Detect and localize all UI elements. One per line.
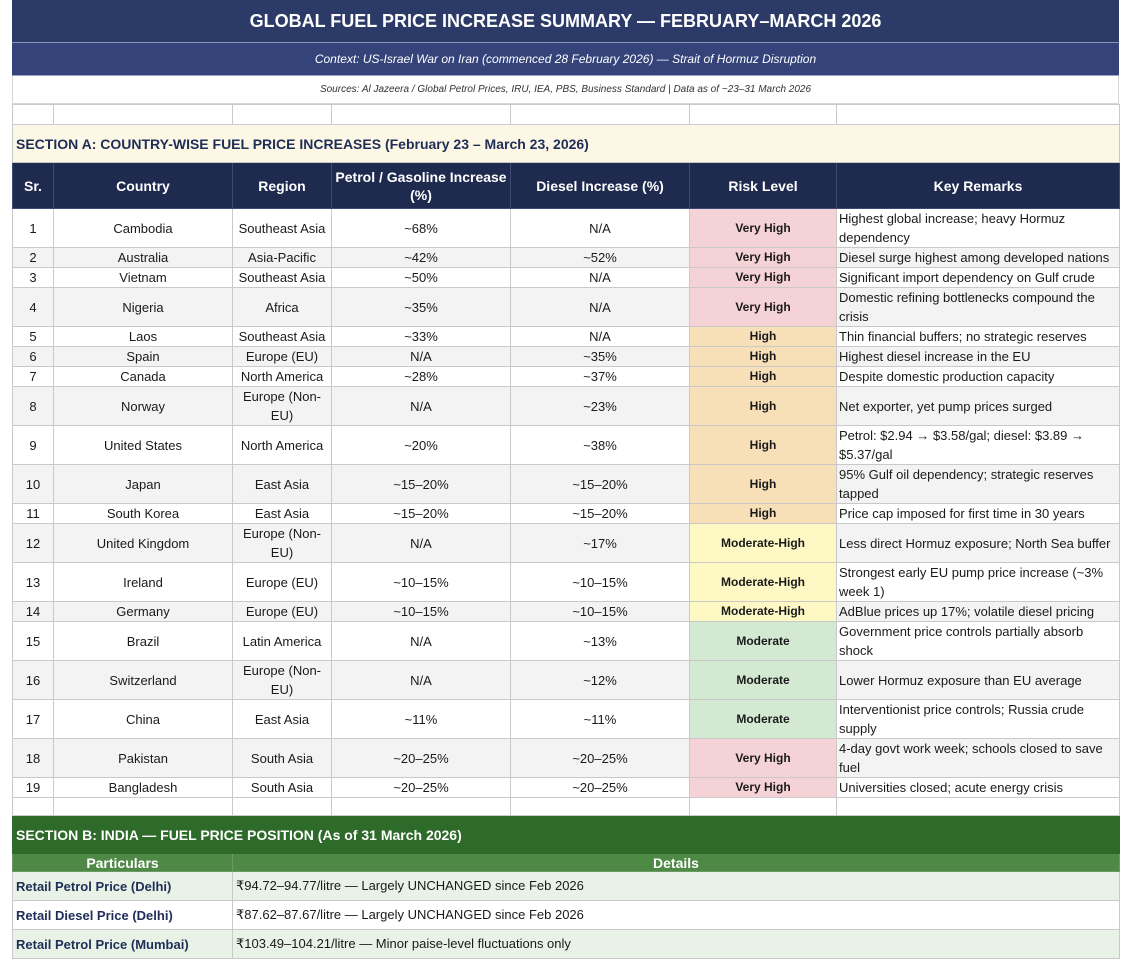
- country-cell[interactable]: China: [54, 700, 233, 739]
- blank-row: [13, 798, 1120, 816]
- petrol-cell[interactable]: ~20–25%: [332, 739, 511, 778]
- region-cell[interactable]: South Asia: [233, 778, 332, 798]
- remarks-cell[interactable]: AdBlue prices up 17%; volatile diesel pricing: [837, 602, 1120, 622]
- risk-level-cell[interactable]: High: [690, 367, 837, 387]
- petrol-cell[interactable]: N/A: [332, 622, 511, 661]
- table-row: [13, 563, 1120, 602]
- region-cell[interactable]: Europe (Non-EU): [233, 661, 332, 700]
- petrol-cell[interactable]: ~68%: [332, 209, 511, 248]
- country-cell[interactable]: United Kingdom: [54, 524, 233, 563]
- report-title: GLOBAL FUEL PRICE INCREASE SUMMARY — FEBRUARY–MARCH 2026: [12, 0, 1119, 43]
- petrol-cell[interactable]: ~20–25%: [332, 778, 511, 798]
- remarks-cell[interactable]: Lower Hormuz exposure than EU average: [837, 661, 1120, 700]
- petrol-cell[interactable]: ~28%: [332, 367, 511, 387]
- empty-cell[interactable]: [511, 105, 690, 125]
- country-cell[interactable]: Norway: [54, 387, 233, 426]
- remarks-cell[interactable]: Despite domestic production capacity: [837, 367, 1120, 387]
- sr-cell[interactable]: 16: [13, 661, 54, 700]
- country-cell[interactable]: Ireland: [54, 563, 233, 602]
- remarks-cell[interactable]: Thin financial buffers; no strategic reserves: [837, 327, 1120, 347]
- header-particulars[interactable]: Particulars: [13, 854, 233, 872]
- petrol-cell[interactable]: ~50%: [332, 268, 511, 288]
- empty-cell[interactable]: [690, 798, 837, 816]
- risk-level-cell[interactable]: Very High: [690, 248, 837, 268]
- region-cell[interactable]: Southeast Asia: [233, 327, 332, 347]
- empty-cell[interactable]: [332, 798, 511, 816]
- risk-level-cell[interactable]: Very High: [690, 778, 837, 798]
- region-cell[interactable]: Southeast Asia: [233, 268, 332, 288]
- region-cell[interactable]: Europe (EU): [233, 347, 332, 367]
- sr-cell[interactable]: 15: [13, 622, 54, 661]
- risk-level-cell[interactable]: High: [690, 504, 837, 524]
- country-cell[interactable]: Switzerland: [54, 661, 233, 700]
- country-cell[interactable]: Cambodia: [54, 209, 233, 248]
- diesel-cell[interactable]: ~35%: [511, 347, 690, 367]
- petrol-cell[interactable]: ~11%: [332, 700, 511, 739]
- diesel-cell[interactable]: ~15–20%: [511, 504, 690, 524]
- header-diesel[interactable]: Diesel Increase (%): [511, 163, 690, 209]
- remarks-cell[interactable]: Price cap imposed for first time in 30 years: [837, 504, 1120, 524]
- remarks-cell[interactable]: 4-day govt work week; schools closed to save fuel: [837, 739, 1120, 778]
- diesel-cell[interactable]: N/A: [511, 268, 690, 288]
- risk-level-cell[interactable]: Moderate: [690, 622, 837, 661]
- blank-row: [13, 105, 1120, 125]
- sr-cell[interactable]: 19: [13, 778, 54, 798]
- table-row: [13, 347, 1120, 367]
- country-cell[interactable]: Canada: [54, 367, 233, 387]
- risk-level-cell[interactable]: Very High: [690, 268, 837, 288]
- diesel-cell[interactable]: ~20–25%: [511, 739, 690, 778]
- country-cell[interactable]: Spain: [54, 347, 233, 367]
- region-cell[interactable]: Europe (EU): [233, 602, 332, 622]
- diesel-cell[interactable]: ~17%: [511, 524, 690, 563]
- region-cell[interactable]: Africa: [233, 288, 332, 327]
- empty-cell[interactable]: [13, 105, 54, 125]
- diesel-cell[interactable]: ~15–20%: [511, 465, 690, 504]
- section-b-table: [12, 816, 1120, 959]
- sr-cell[interactable]: 10: [13, 465, 54, 504]
- diesel-cell[interactable]: N/A: [511, 327, 690, 347]
- empty-cell[interactable]: [837, 105, 1120, 125]
- risk-level-cell[interactable]: Moderate-High: [690, 602, 837, 622]
- empty-cell[interactable]: [511, 798, 690, 816]
- region-cell[interactable]: Southeast Asia: [233, 209, 332, 248]
- remarks-cell[interactable]: Domestic refining bottlenecks compound the crisis: [837, 288, 1120, 327]
- particular-cell[interactable]: Retail Diesel Price (Delhi): [13, 901, 233, 930]
- risk-level-cell[interactable]: Moderate-High: [690, 563, 837, 602]
- header-petrol[interactable]: Petrol / Gasoline Increase (%): [332, 163, 511, 209]
- remarks-cell[interactable]: Less direct Hormuz exposure; North Sea buffer: [837, 524, 1120, 563]
- remarks-cell[interactable]: Interventionist price controls; Russia crude supply: [837, 700, 1120, 739]
- petrol-cell[interactable]: N/A: [332, 347, 511, 367]
- petrol-cell[interactable]: ~15–20%: [332, 504, 511, 524]
- empty-cell[interactable]: [13, 798, 54, 816]
- remarks-cell[interactable]: Net exporter, yet pump prices surged: [837, 387, 1120, 426]
- country-cell[interactable]: Germany: [54, 602, 233, 622]
- risk-level-cell[interactable]: High: [690, 327, 837, 347]
- petrol-cell[interactable]: ~10–15%: [332, 602, 511, 622]
- context-line: Context: US-Israel War on Iran (commenced 28 February 2026) — Strait of Hormuz Disruption: [12, 43, 1119, 76]
- sr-cell[interactable]: 13: [13, 563, 54, 602]
- diesel-cell[interactable]: ~23%: [511, 387, 690, 426]
- diesel-cell[interactable]: ~52%: [511, 248, 690, 268]
- country-cell[interactable]: Laos: [54, 327, 233, 347]
- table-row: [13, 367, 1120, 387]
- country-cell[interactable]: Brazil: [54, 622, 233, 661]
- remarks-cell[interactable]: Highest diesel increase in the EU: [837, 347, 1120, 367]
- particular-cell[interactable]: Retail Petrol Price (Mumbai): [13, 930, 233, 959]
- region-cell[interactable]: North America: [233, 367, 332, 387]
- table-row: [13, 622, 1120, 661]
- diesel-cell[interactable]: N/A: [511, 288, 690, 327]
- risk-level-cell[interactable]: Moderate-High: [690, 524, 837, 563]
- table-row: [13, 602, 1120, 622]
- diesel-cell[interactable]: ~11%: [511, 700, 690, 739]
- table-row: [13, 288, 1120, 327]
- region-cell[interactable]: East Asia: [233, 504, 332, 524]
- country-cell[interactable]: Vietnam: [54, 268, 233, 288]
- region-cell[interactable]: South Asia: [233, 739, 332, 778]
- region-cell[interactable]: North America: [233, 426, 332, 465]
- empty-cell[interactable]: [690, 105, 837, 125]
- petrol-cell[interactable]: ~35%: [332, 288, 511, 327]
- petrol-cell[interactable]: ~10–15%: [332, 563, 511, 602]
- sr-cell[interactable]: 4: [13, 288, 54, 327]
- diesel-cell[interactable]: ~12%: [511, 661, 690, 700]
- diesel-cell[interactable]: N/A: [511, 209, 690, 248]
- sr-cell[interactable]: 14: [13, 602, 54, 622]
- sr-cell[interactable]: 2: [13, 248, 54, 268]
- section-b-title[interactable]: SECTION B: INDIA — FUEL PRICE POSITION (As of 31 March 2026): [13, 817, 1120, 854]
- sr-cell[interactable]: 12: [13, 524, 54, 563]
- petrol-cell[interactable]: ~42%: [332, 248, 511, 268]
- table-row: [13, 524, 1120, 563]
- risk-level-cell[interactable]: Very High: [690, 288, 837, 327]
- sr-cell[interactable]: 1: [13, 209, 54, 248]
- header-region[interactable]: Region: [233, 163, 332, 209]
- section-a-header-row: [13, 163, 1120, 209]
- section-a-title[interactable]: SECTION A: COUNTRY-WISE FUEL PRICE INCREASES (February 23 – March 23, 2026): [13, 125, 1120, 163]
- details-cell[interactable]: ₹87.62–87.67/litre — Largely UNCHANGED since Feb 2026: [233, 901, 1120, 930]
- sr-cell[interactable]: 5: [13, 327, 54, 347]
- risk-level-cell[interactable]: High: [690, 465, 837, 504]
- table-row: [13, 209, 1120, 248]
- diesel-cell[interactable]: ~37%: [511, 367, 690, 387]
- sr-cell[interactable]: 9: [13, 426, 54, 465]
- table-row: [13, 387, 1120, 426]
- risk-level-cell[interactable]: Moderate: [690, 700, 837, 739]
- table-row: [13, 426, 1120, 465]
- particular-cell[interactable]: Retail Petrol Price (Delhi): [13, 872, 233, 901]
- section-a-table: [12, 104, 1120, 816]
- region-cell[interactable]: Europe (EU): [233, 563, 332, 602]
- table-row: [13, 778, 1120, 798]
- remarks-cell[interactable]: Diesel surge highest among developed nations: [837, 248, 1120, 268]
- country-cell[interactable]: South Korea: [54, 504, 233, 524]
- spreadsheet: [12, 0, 1119, 959]
- header-sr[interactable]: Sr.: [13, 163, 54, 209]
- risk-level-cell[interactable]: High: [690, 387, 837, 426]
- region-cell[interactable]: Europe (Non-EU): [233, 387, 332, 426]
- petrol-cell[interactable]: N/A: [332, 661, 511, 700]
- sr-cell[interactable]: 7: [13, 367, 54, 387]
- petrol-cell[interactable]: ~33%: [332, 327, 511, 347]
- risk-level-cell[interactable]: Very High: [690, 739, 837, 778]
- details-cell[interactable]: ₹103.49–104.21/litre — Minor paise-level fluctuations only: [233, 930, 1120, 959]
- petrol-cell[interactable]: N/A: [332, 524, 511, 563]
- petrol-cell[interactable]: ~15–20%: [332, 465, 511, 504]
- sr-cell[interactable]: 17: [13, 700, 54, 739]
- risk-level-cell[interactable]: Very High: [690, 209, 837, 248]
- header-remarks[interactable]: Key Remarks: [837, 163, 1120, 209]
- sr-cell[interactable]: 18: [13, 739, 54, 778]
- diesel-cell[interactable]: ~38%: [511, 426, 690, 465]
- details-cell[interactable]: ₹94.72–94.77/litre — Largely UNCHANGED since Feb 2026: [233, 872, 1120, 901]
- header-risk[interactable]: Risk Level: [690, 163, 837, 209]
- table-row: [13, 661, 1120, 700]
- empty-cell[interactable]: [54, 105, 233, 125]
- empty-cell[interactable]: [233, 798, 332, 816]
- empty-cell[interactable]: [332, 105, 511, 125]
- risk-level-cell[interactable]: Moderate: [690, 661, 837, 700]
- diesel-cell[interactable]: ~10–15%: [511, 563, 690, 602]
- section-b-header-row: [13, 854, 1120, 872]
- region-cell[interactable]: Asia-Pacific: [233, 248, 332, 268]
- remarks-cell[interactable]: 95% Gulf oil dependency; strategic reserves tapped: [837, 465, 1120, 504]
- diesel-cell[interactable]: ~13%: [511, 622, 690, 661]
- table-row: [13, 268, 1120, 288]
- section-b-heading-row: [13, 817, 1120, 854]
- country-cell[interactable]: Bangladesh: [54, 778, 233, 798]
- header-details[interactable]: Details: [233, 854, 1120, 872]
- sources-line: Sources: Al Jazeera / Global Petrol Prices, IRU, IEA, PBS, Business Standard | Data as of ~23–31 March 2026: [12, 76, 1119, 104]
- region-cell[interactable]: Europe (Non-EU): [233, 524, 332, 563]
- diesel-cell[interactable]: ~10–15%: [511, 602, 690, 622]
- remarks-cell[interactable]: Strongest early EU pump price increase (~3% week 1): [837, 563, 1120, 602]
- remarks-cell[interactable]: Significant import dependency on Gulf crude: [837, 268, 1120, 288]
- diesel-cell[interactable]: ~20–25%: [511, 778, 690, 798]
- risk-level-cell[interactable]: High: [690, 426, 837, 465]
- remarks-cell[interactable]: Highest global increase; heavy Hormuz dependency: [837, 209, 1120, 248]
- risk-level-cell[interactable]: High: [690, 347, 837, 367]
- petrol-cell[interactable]: ~20%: [332, 426, 511, 465]
- empty-cell[interactable]: [233, 105, 332, 125]
- sr-cell[interactable]: 3: [13, 268, 54, 288]
- table-row: [13, 248, 1120, 268]
- country-cell[interactable]: Australia: [54, 248, 233, 268]
- region-cell[interactable]: East Asia: [233, 465, 332, 504]
- sr-cell[interactable]: 11: [13, 504, 54, 524]
- remarks-cell[interactable]: Universities closed; acute energy crisis: [837, 778, 1120, 798]
- region-cell[interactable]: East Asia: [233, 700, 332, 739]
- region-cell[interactable]: Latin America: [233, 622, 332, 661]
- country-cell[interactable]: United States: [54, 426, 233, 465]
- table-row: [13, 700, 1120, 739]
- country-cell[interactable]: Japan: [54, 465, 233, 504]
- remarks-cell[interactable]: Petrol: $2.94 → $3.58/gal; diesel: $3.89 → $5.37/gal: [837, 426, 1120, 465]
- table-row: [13, 465, 1120, 504]
- sr-cell[interactable]: 8: [13, 387, 54, 426]
- country-cell[interactable]: Pakistan: [54, 739, 233, 778]
- section-a-heading-row: [13, 125, 1120, 163]
- header-country[interactable]: Country: [54, 163, 233, 209]
- empty-cell[interactable]: [54, 798, 233, 816]
- table-row: [13, 930, 1120, 959]
- empty-cell[interactable]: [837, 798, 1120, 816]
- remarks-cell[interactable]: Government price controls partially absorb shock: [837, 622, 1120, 661]
- table-row: [13, 901, 1120, 930]
- country-cell[interactable]: Nigeria: [54, 288, 233, 327]
- table-row: [13, 739, 1120, 778]
- table-row: [13, 872, 1120, 901]
- sr-cell[interactable]: 6: [13, 347, 54, 367]
- petrol-cell[interactable]: N/A: [332, 387, 511, 426]
- table-row: [13, 504, 1120, 524]
- table-row: [13, 327, 1120, 347]
